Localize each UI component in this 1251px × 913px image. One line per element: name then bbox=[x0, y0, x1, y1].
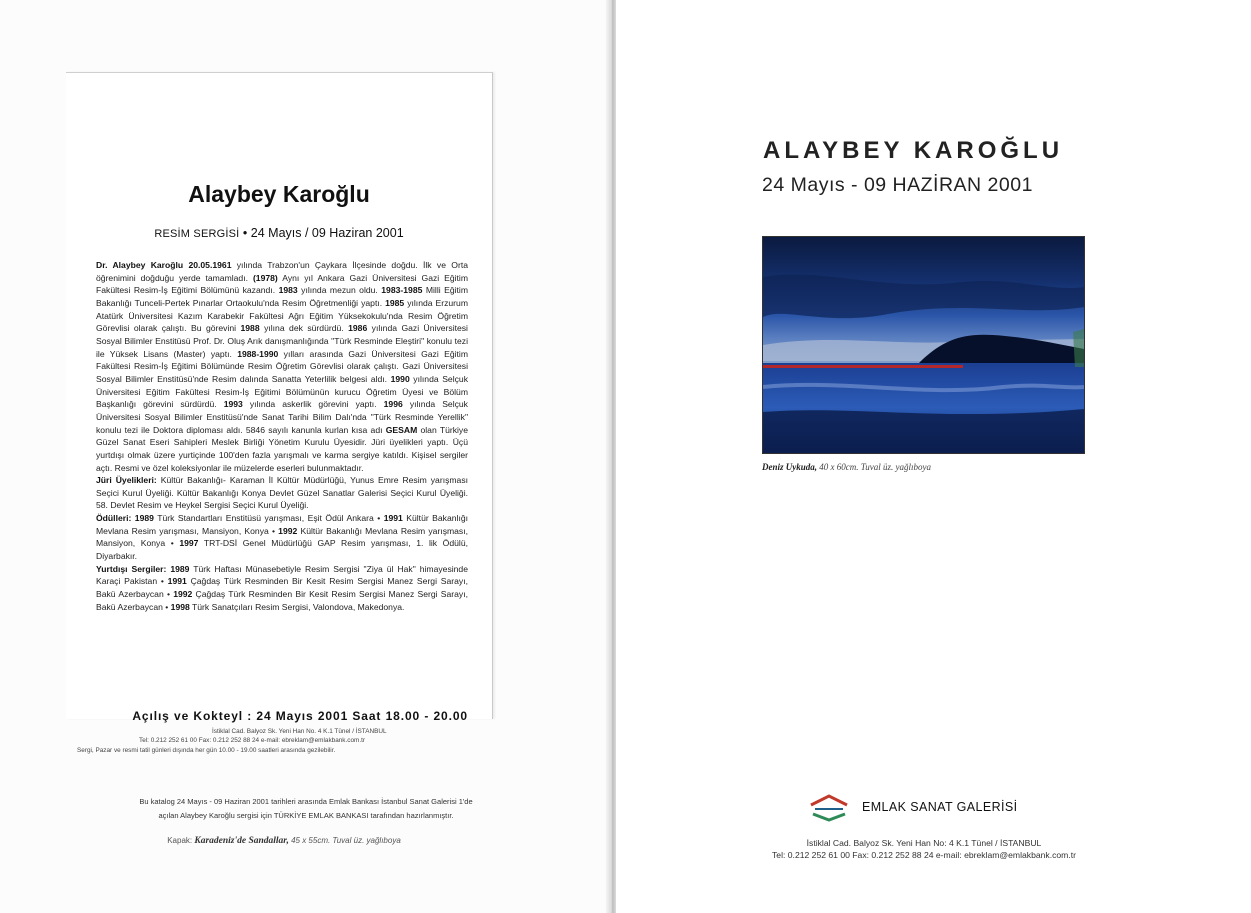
insert-subtitle bbox=[66, 226, 492, 240]
bio-text: yılında mezun oldu. bbox=[297, 285, 382, 296]
bio-highlight: 1991 bbox=[383, 513, 403, 524]
painting-caption bbox=[762, 462, 931, 472]
bio-text: Çağdaş Türk Resminden Bir Kesit Resim Sergisi Manez Sergi Sarayı, Bakü Azerbaycan • bbox=[96, 589, 468, 612]
bio-highlight: Dr. Alaybey Karoğlu 20.05.1961 bbox=[96, 260, 232, 270]
bio-highlight: 1989 bbox=[170, 563, 190, 574]
bio-highlight: 1996 bbox=[383, 399, 403, 410]
bio-text: Kültür Bakanlığı Mevlana Resim yarışması, Mansiyon, Konya • bbox=[96, 525, 469, 549]
bio-highlight: 1992 bbox=[173, 589, 193, 600]
bio-text: yılında Selçuk Üniversitesi Sosyal Bilimler Enstitüsü'nde Sanat Tarihi Bilim Dalı'nda "Türk Resminde Yerellik" konulu tezi ile Doktora diploması aldı. 5846 sayılı kanunla kurlan kısa adı bbox=[96, 399, 468, 435]
awards-text bbox=[96, 513, 468, 561]
bio-text: Aynı yıl Ankara Gazi Üniversitesi Gazi Eğitim Fakültesi Resim-İş Eğitimi Bölümünü kazandı. bbox=[96, 272, 469, 296]
opening-reception: Açılış ve Kokteyl : 24 Mayıs 2001 Saat 18.00 - 20.00 bbox=[132, 709, 468, 723]
bio-highlight: GESAM bbox=[385, 424, 418, 435]
right-address-block bbox=[746, 837, 1102, 861]
bio-text: Türk Sanatçıları Resim Sergisi, Valondova, Makedonya. bbox=[189, 601, 405, 612]
jury-label: Jüri Üyelikleri: bbox=[96, 475, 157, 486]
painting-image bbox=[763, 237, 1084, 453]
right-contact: Tel: 0.212 252 61 00 Fax: 0.212 252 88 24 e-mail: ebreklam@emlakbank.com.tr bbox=[772, 850, 1076, 860]
exhibition-insert bbox=[66, 72, 493, 754]
painting-red-shoreline bbox=[763, 365, 963, 368]
bio-highlight: 1988 bbox=[240, 323, 260, 334]
right-address: İstiklal Cad. Balyoz Sk. Yeni Han No: 4 K.1 Tünel / İSTANBUL bbox=[806, 838, 1042, 848]
insert-contact: Tel: 0.212 252 61 00 Fax: 0.212 252 88 24 e-mail: ebreklam@emlakbank.com.tr bbox=[139, 737, 366, 744]
bio-highlight: 1997 bbox=[179, 538, 199, 549]
exhibition-type: RESİM SERGİSİ bbox=[154, 228, 240, 240]
bio-highlight: 1990 bbox=[390, 373, 410, 384]
catalog-note-line-2: açılan Alaybey Karoğlu sergisi için TÜRKİYE EMLAK BANKASI tarafından hazırlanmıştır. bbox=[158, 811, 454, 820]
painting-caption-title: Deniz Uykuda, bbox=[762, 462, 818, 472]
bio-text: TRT-DSİ Genel Müdürlüğü GAP Resim yarışması, 1. lik Ödülü, Diyarbakır. bbox=[96, 538, 468, 562]
logo-roof bbox=[811, 796, 847, 805]
cover-caption-prefix: Kapak: bbox=[167, 836, 195, 845]
catalog-note-line-1: Bu katalog 24 Mayıs - 09 Haziran 2001 tarihleri arasında Emlak Bankası İstanbul Sanat Galerisi 1'de bbox=[139, 797, 473, 806]
bio-text: Türk Standartları Enstitüsü yarışması, Eşit Ödül Ankara • bbox=[153, 513, 384, 524]
bio-highlight: 1989 bbox=[134, 513, 154, 524]
exhibition-dates: 24 Mayıs / 09 Haziran 2001 bbox=[250, 226, 404, 240]
cover-caption bbox=[104, 836, 464, 846]
bio-text: yılında askerlik görevini yaptı. bbox=[242, 399, 384, 410]
bio-text: yılında Trabzon'un Çaykara İlçesinde doğdu. İlk ve Orta öğrenimini doğduğu yerde tamamladı. bbox=[96, 260, 468, 283]
bio-text: Çağdaş Türk Resminden Bir Kesit Resim Sergisi Manez Sergi Sarayı, Bakü Azerbaycan • bbox=[96, 576, 468, 600]
bio-text: yılında Gazi Üniversitesi Sosyal Bilimler Enstitüsü Prof. Dr. Oluş Arık danışmanlığında "Türk Resminde Eleştiri" konulu tezi ile Yüksek Lisans (Master) yaptı. bbox=[96, 323, 468, 359]
biography-main bbox=[96, 260, 468, 473]
bio-highlight: 1993 bbox=[223, 399, 243, 410]
gallery-logo-icon bbox=[809, 793, 849, 823]
painting-caption-details: 40 x 60cm. Tuval üz. yağlıboya bbox=[817, 462, 932, 472]
right-exhibition-dates: 24 Mayıs - 09 HAZİRAN 2001 bbox=[762, 174, 1033, 196]
biography bbox=[96, 259, 468, 613]
bio-text: yılına dek sürdürdü. bbox=[259, 323, 349, 334]
jury-text: Kültür Bakanlığı- Karaman İl Kültür Müdürlüğü, Yunus Emre Resim yarışması Seçici Kurul Üyeliği. Kültür Bakanlığı Konya Devlet Güzel Sanatlar Galerisi Seçici Kurul Üyeliği. 58. Devlet Resim ve Heykel Sergisi Seçici Kurul Üyeliği. bbox=[96, 475, 469, 511]
cover-caption-details: 45 x 55cm. Tuval üz. yağlıboya bbox=[288, 836, 401, 845]
bio-highlight: 1985 bbox=[385, 297, 405, 308]
insert-visiting-hours: Sergi, Pazar ve resmi tatil günleri dışında her gün 10.00 - 19.00 saatleri arasında gezilebilir. bbox=[77, 747, 336, 754]
bio-text: yılında Selçuk Üniversitesi Eğitim Fakültesi Resim-İş Eğitimi Bölümünün kurucu Öğretim Üyesi ve Bölüm Başkanlığı görevini sürdürdü. bbox=[96, 373, 468, 410]
insert-address: İstiklal Cad. Balyoz Sk. Yeni Han No. 4 K.1 Tünel / İSTANBUL bbox=[212, 728, 387, 735]
bio-highlight: 1998 bbox=[170, 601, 190, 612]
bio-highlight: (1978) bbox=[252, 272, 278, 283]
left-page bbox=[0, 0, 612, 913]
bio-highlight: 1991 bbox=[167, 576, 187, 587]
bio-highlight: 1983 bbox=[278, 285, 298, 296]
bio-highlight: 1983-1985 bbox=[381, 285, 423, 296]
bio-text: olan Türkiye Güzel Sanat Eseri Sahipleri Meslek Birliği Yönetim Kurulu Üyesidir. Jüri üyelikleri yaptı. Üçü yurtdışı olmak üzere yurtiçinde 100'den fazla yarışmalı ve karma sergiye katıldı. Kişisel sergiler açtı. Resmi ve özel koleksiyonlar ile müzelerde eserleri bulunmaktadır. bbox=[96, 424, 469, 473]
cover-caption-title: Karadeniz'de Sandallar, bbox=[194, 836, 289, 846]
bio-text: Milli Eğitim Bakanlığı Tunceli-Pertek Pınarlar Ortaokulu'nda Resim Öğretmenliği yaptı. bbox=[96, 285, 468, 308]
bio-text: yılında Erzurum Atatürk Üniversitesi Kazım Karabekir Fakültesi Ağrı Eğitim Yüksekokulu'nda Resim Öğretim Görevlisi olarak çalıştı. Bu görevini bbox=[96, 297, 468, 334]
bio-highlight: 1992 bbox=[278, 525, 298, 536]
logo-base bbox=[813, 814, 845, 820]
bio-highlight: 1988-1990 bbox=[237, 348, 279, 359]
insert-artist-name: Alaybey Karoğlu bbox=[188, 181, 370, 207]
bio-text: Türk Haftası Münasebetiyle Resim Sergisi "Ziya ül Hak" himayesinde Karaçi Pakistan • bbox=[96, 563, 468, 587]
abroad-label: Yurtdışı Sergiler: bbox=[96, 563, 167, 574]
bio-highlight: 1986 bbox=[348, 323, 368, 334]
right-artist-name: ALAYBEY KAROĞLU bbox=[763, 137, 1064, 164]
bio-text: Kültür Bakanlığı Mevlana Resim yarışması, Mansiyon, Konya • bbox=[96, 513, 468, 536]
awards-label: Ödülleri: bbox=[96, 513, 132, 524]
bio-text: yılları arasında Gazi Üniversitesi Gazi Eğitim Fakültesi Resim-İş Eğitimi Bölümünde Resim Öğretim Görevlisi olarak çalıştı. Gazi Üniversitesi Sosyal Bilimler Enstitüsü'nde Resim dalında Sanatta Yeterlilik belgesi aldı. bbox=[96, 348, 468, 384]
painting-deniz-uykuda bbox=[762, 236, 1085, 454]
painting-dark-water bbox=[763, 409, 1084, 453]
gallery-name: EMLAK SANAT GALERİSİ bbox=[862, 800, 1018, 814]
subtitle-bullet: • bbox=[242, 226, 248, 240]
